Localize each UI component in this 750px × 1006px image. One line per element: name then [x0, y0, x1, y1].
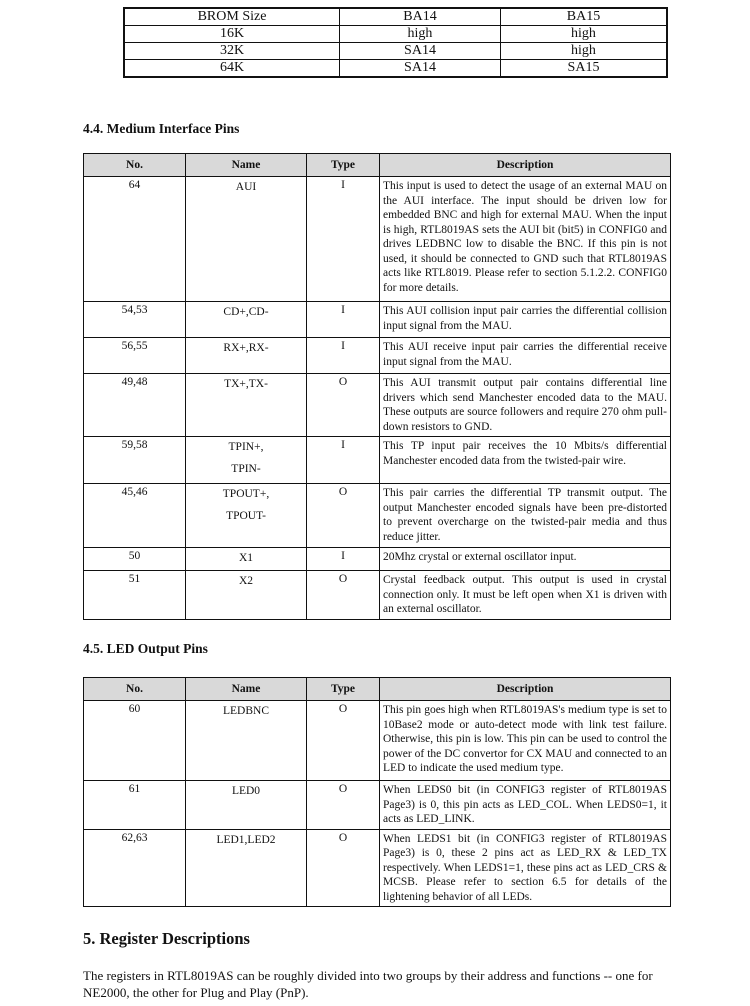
pin-number: 64 [84, 177, 186, 302]
table-row [84, 437, 671, 484]
section-5-heading: 5. Register Descriptions [83, 929, 250, 948]
table-row [84, 177, 671, 302]
brom-cell: SA14 [340, 60, 501, 78]
table-body [84, 177, 671, 620]
brom-size-table [123, 7, 668, 78]
brom-row [124, 43, 667, 60]
brom-cell: high [501, 43, 668, 60]
pin-name: AUI [235, 181, 257, 193]
pin-type: O [307, 484, 380, 548]
pin-name: LED0 [231, 785, 261, 797]
pin-name-cell [186, 701, 307, 781]
pin-description: When LEDS0 bit (in CONFIG3 register of RTL8019AS Page3) is 0, this pin acts as LED_COL. When LEDS0=1, it acts as LED_LINK. [380, 781, 671, 830]
brom-cell: high [501, 26, 668, 43]
table-row [84, 484, 671, 548]
pin-number: 62,63 [84, 829, 186, 907]
pin-name-cell [186, 484, 307, 548]
header-name: Name [186, 154, 307, 177]
table-row [84, 374, 671, 437]
section-5-intro-paragraph: The registers in RTL8019AS can be roughly divided into two groups by their address and functions -- one for NE2000, the other for Plug and Play (PnP). [83, 968, 653, 1000]
pin-description: This pin goes high when RTL8019AS's medium type is set to 10Base2 mode or auto-detect mode with link test failure. Otherwise, this pin is low. This pin can be used to control the power of the DC convertor for CX MAU and connected to an LED to indicate the used medium type. [380, 701, 671, 781]
pin-name-cell [186, 437, 307, 484]
pin-type: O [307, 781, 380, 830]
medium-interface-pins-table [83, 153, 671, 620]
pin-number: 54,53 [84, 302, 186, 338]
header-type: Type [307, 154, 380, 177]
pin-number: 49,48 [84, 374, 186, 437]
pin-number: 59,58 [84, 437, 186, 484]
brom-header-cell: BA15 [501, 8, 668, 26]
pin-number: 60 [84, 701, 186, 781]
table-header-row [84, 678, 671, 701]
pin-number: 45,46 [84, 484, 186, 548]
table-row [84, 338, 671, 374]
pin-name: CD+,CD- [223, 306, 269, 318]
header-type: Type [307, 678, 380, 701]
table-row [84, 302, 671, 338]
pin-type: O [307, 374, 380, 437]
pin-number: 56,55 [84, 338, 186, 374]
header-name: Name [186, 678, 307, 701]
table-header-row [84, 154, 671, 177]
pin-name-cell [186, 781, 307, 830]
table-row [84, 781, 671, 830]
pin-description: This AUI receive input pair carries the differential receive input signal from the MAU. [380, 338, 671, 374]
pin-name: X1 [238, 552, 254, 564]
pin-description: Crystal feedback output. This output is used in crystal connection only. It must be left open when X1 is driven with an external oscillator. [380, 571, 671, 620]
pin-description: This AUI transmit output pair contains differential line drivers which send Manchester encoded data to the MAU. These outputs are source followers and require 270 ohm pull-down resistors to GND. [380, 374, 671, 437]
pin-type: O [307, 701, 380, 781]
section-4-4-heading: 4.4. Medium Interface Pins [83, 121, 240, 136]
pin-name: LED1,LED2 [216, 833, 276, 846]
pin-name: TPOUT- [226, 510, 266, 522]
brom-header-cell: BA14 [340, 8, 501, 26]
led-output-pins-table [83, 677, 671, 907]
pin-description: This pair carries the differential TP transmit output. The output Manchester encoded signals have been pre-distorted to prevent overcharge on the twisted-pair media and thus reduce jitter. [380, 484, 671, 548]
header-description: Description [380, 154, 671, 177]
brom-cell: high [340, 26, 501, 43]
pin-type: I [307, 338, 380, 374]
header-no: No. [84, 678, 186, 701]
table-row [84, 701, 671, 781]
pin-description: 20Mhz crystal or external oscillator input. [380, 548, 671, 571]
pin-description: When LEDS1 bit (in CONFIG3 register of RTL8019AS Page3) is 0, these 2 pins act as LED_RX & LED_TX respectively. When LEDS1=1, these pins act as LED_CRS & MCSB. Please refer to section 6.5 for details of the lightening behavior of all LEDs. [380, 829, 671, 907]
pin-number: 51 [84, 571, 186, 620]
brom-cell: SA15 [501, 60, 668, 78]
section-4-5-heading: 4.5. LED Output Pins [83, 641, 208, 656]
pin-description: This input is used to detect the usage of an external MAU on the AUI interface. The input should be driven low for embedded BNC and high for external MAU. When the input is high, RTL8019AS sets the AUI bit (bit5) in CONFIG0 and drives LEDBNC low to disable the BNC. If this pin is not used, it should be connected to GND such that RTL8019AS acts like RTL8019. Please refer to section 5.1.2.2. CONFIG0 for more details. [380, 177, 671, 302]
pin-type: O [307, 571, 380, 620]
table-body [84, 701, 671, 907]
pin-type: O [307, 829, 380, 907]
table-row [84, 829, 671, 907]
brom-cell: SA14 [340, 43, 501, 60]
table-row [84, 548, 671, 571]
pin-name-cell [186, 548, 307, 571]
table-row [84, 571, 671, 620]
pin-type: I [307, 177, 380, 302]
brom-header-cell: BROM Size [124, 8, 340, 26]
pin-name: LEDBNC [223, 705, 269, 717]
pin-name: TX+,TX- [224, 378, 268, 390]
pin-name: TPIN- [231, 463, 261, 475]
header-no: No. [84, 154, 186, 177]
brom-header-row [124, 8, 667, 26]
pin-name-cell [186, 338, 307, 374]
brom-cell: 64K [124, 60, 340, 78]
header-description: Description [380, 678, 671, 701]
pin-name: TPOUT+, [222, 488, 270, 500]
pin-name: RX+,RX- [223, 342, 269, 354]
brom-cell: 32K [124, 43, 340, 60]
pin-name-cell [186, 829, 307, 907]
pin-type: I [307, 437, 380, 484]
pin-name: TPIN+, [228, 441, 264, 453]
pin-type: I [307, 548, 380, 571]
pin-name-cell [186, 571, 307, 620]
pin-description: This TP input pair receives the 10 Mbits/s differential Manchester encoded data from the twisted-pair wire. [380, 437, 671, 484]
pin-name-cell [186, 177, 307, 302]
pin-description: This AUI collision input pair carries the differential collision input signal from the MAU. [380, 302, 671, 338]
brom-row [124, 60, 667, 78]
pin-name-cell [186, 374, 307, 437]
pin-number: 61 [84, 781, 186, 830]
pin-name: X2 [238, 575, 254, 587]
brom-table-body [124, 8, 667, 77]
pin-name-cell [186, 302, 307, 338]
brom-cell: 16K [124, 26, 340, 43]
brom-row [124, 26, 667, 43]
pin-number: 50 [84, 548, 186, 571]
pin-type: I [307, 302, 380, 338]
